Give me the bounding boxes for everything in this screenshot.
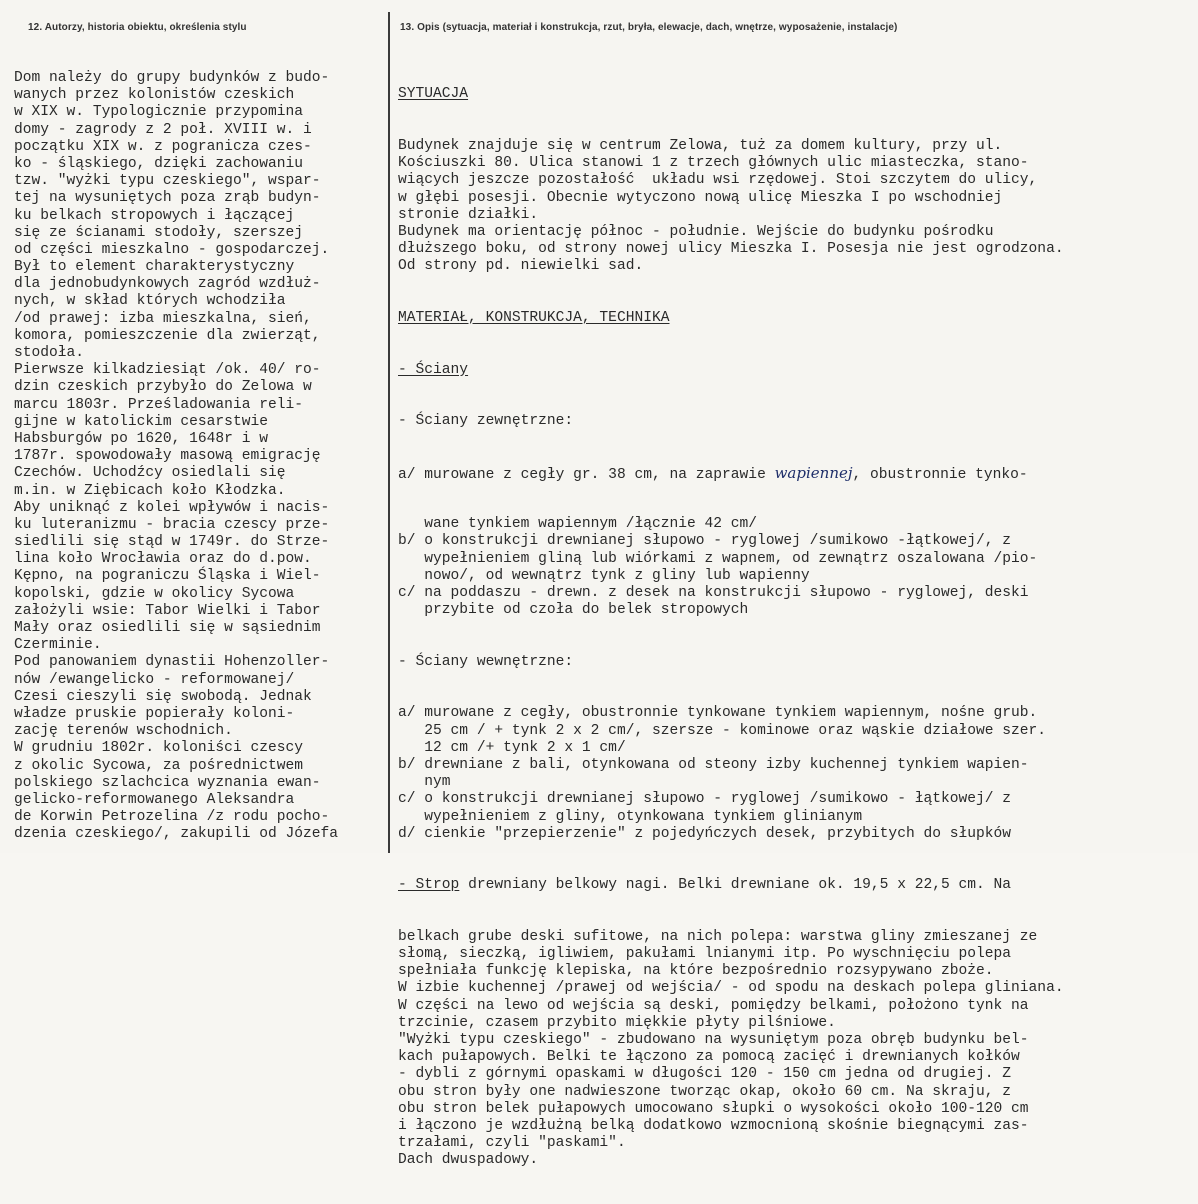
history-line: w XIX w. Typologicznie przypomina — [14, 104, 304, 121]
heading-ceiling: - Strop — [398, 877, 460, 894]
ceiling-line: obu stron były one nadwieszone tworząc okap, około 60 cm. Na skraju, z — [398, 1083, 1012, 1100]
inner-walls-line: c/ o konstrukcji drewnianej słupowo - ryglowej /sumikowo - łątkowej/ z — [398, 791, 1012, 808]
history-line: domy - zagrody z 2 poł. XVIII w. i — [14, 121, 312, 138]
history-line: dzenia czeskiego/, zakupili od Józefa — [14, 826, 339, 843]
inner-walls-line: wypełnieniem z gliny, otynkowana tynkiem glinianym — [398, 808, 863, 825]
ceiling-line: obu stron belek pułapowych umocowano słupki o wysokości około 100-120 cm — [398, 1100, 1029, 1117]
history-line: Pod panowaniem dynastii Hohenzoller- — [14, 654, 330, 671]
history-line: de Korwin Petrozelina /z rodu pocho- — [14, 809, 330, 826]
history-line: marcu 1803r. Prześladowania reli- — [14, 396, 304, 413]
column-divider — [388, 12, 390, 853]
history-line: ku luteranizmu - bracia czescy prze- — [14, 516, 330, 533]
ceiling-line: i łączono je wzdłużną belką dodatkowo wzmocnioną skośnie biegnącymi zas- — [398, 1117, 1029, 1134]
situation-line: stronie działki. — [398, 206, 539, 223]
history-line: komora, pomieszczenie dla zwierząt, — [14, 327, 321, 344]
history-line: gelicko-reformowanego Aleksandra — [14, 791, 295, 808]
ceiling-line: Dach dwuspadowy. — [398, 1152, 539, 1169]
history-line: dla jednobudynkowych zagród wzdłuż- — [14, 276, 321, 293]
inner-walls-line: 12 cm /+ tynk 2 x 1 cm/ — [398, 739, 626, 756]
situation-line: Kościuszki 80. Ulica stanowi 1 z trzech głównych ulic miasteczka, stano- — [398, 155, 1029, 172]
outer-walls-line: nowo/, od wewnątrz tynk z gliny lub wapienny — [398, 567, 810, 584]
inner-walls-line: d/ cienkie "przepierzenie" z pojedyńczych desek, przybitych do słupków — [398, 825, 1012, 842]
history-line: Habsburgów po 1620, 1648r i w — [14, 430, 268, 447]
handwritten-correction: wapiennej — [774, 463, 853, 482]
situation-line: Od strony pd. niewielki sad. — [398, 258, 644, 275]
heading-walls: - Ściany — [398, 361, 469, 378]
history-line: Czechów. Uchodźcy osiedlali się — [14, 465, 286, 482]
history-line: Pierwsze kilkadziesiąt /ok. 40/ ro- — [14, 362, 321, 379]
history-line: z okolic Sycowa, za pośrednictwem — [14, 757, 304, 774]
description-column — [398, 52, 1188, 1204]
history-line: Czerminie. — [14, 637, 102, 654]
history-line: Aby uniknąć z kolei wpływów i nacis- — [14, 499, 330, 516]
situation-line: Budynek ma orientację północ - południe. Wejście do budynku pośrodku — [398, 223, 994, 240]
outer-walls-line: przybite od czoła do belek stropowych — [398, 602, 749, 619]
history-line: tej na wysuniętych poza zrąb budyn- — [14, 190, 321, 207]
outer-walls-line: wypełnieniem gliną lub wiórkami z wapnem, od zewnątrz oszalowana /pio- — [398, 550, 1038, 567]
outer-walls-line: c/ na poddaszu - drewn. z desek na konstrukcji słupowo - ryglowej, deski — [398, 585, 1029, 602]
inner-walls-line: b/ drewniane z bali, otynkowana od steony izby kuchennej tynkiem wapien- — [398, 756, 1029, 773]
ceiling-line: kach pułapowych. Belki te łączono za pomocą zacięć i drewnianych kołków — [398, 1049, 1020, 1066]
outer-walls-label: - Ściany zewnętrzne: — [398, 413, 574, 430]
situation-line: wiących jeszcze pozostałość układu wsi rzędowej. Stoi szczytem do ulicy, — [398, 172, 1038, 189]
history-line: Dom należy do grupy budynków z budo- — [14, 70, 330, 86]
outer-walls-line: wane tynkiem wapiennym /łącznie 42 cm/ — [398, 516, 758, 533]
ceiling-line: belkach grube deski sufitowe, na nich polepa: warstwa gliny zmieszanej ze — [398, 928, 1038, 945]
history-line: nów /ewangelicko - reformowanej/ — [14, 671, 295, 688]
inner-walls-line: a/ murowane z cegły, obustronnie tynkowane tynkiem wapiennym, nośne grub. — [398, 705, 1038, 722]
history-line: kopolski, gdzie w okolicy Sycowa — [14, 585, 295, 602]
history-line: ku belkach stropowych i łączącej — [14, 207, 295, 224]
history-line: stodoła. — [14, 345, 85, 361]
history-line: Mały oraz osiedlili się w sąsiednim — [14, 620, 321, 636]
history-line: gijne w katolickim cesarstwie — [14, 413, 268, 430]
ceiling-line: W części na lewo od wejścia są deski, pomiędzy belkami, położono tynk na — [398, 997, 1029, 1014]
ceiling-first-line: - Strop drewniany belkowy nagi. Belki drewniane ok. 19,5 x 22,5 cm. Na — [398, 877, 1012, 894]
outer-walls-text — [398, 516, 1188, 619]
inner-walls-line: 25 cm / + tynk 2 x 2 cm/, szersze - kominowe oraz wąskie działowe szer. — [398, 722, 1047, 739]
ceiling-line: trzałami, czyli "paskami". — [398, 1135, 626, 1152]
situation-text — [398, 138, 1188, 276]
history-line: dzin czeskich przybyło do Zelowa w — [14, 379, 312, 396]
history-line: ko - śląskiego, dzięki zachowaniu — [14, 155, 304, 172]
situation-line: Budynek znajduje się w centrum Zelowa, tuż za domem kultury, przy ul. — [398, 138, 1003, 154]
ceiling-line: słomą, sieczką, igliwiem, pakułami lnianymi itp. Po wyschnięciu polepa — [398, 946, 1012, 963]
history-line: Czesi cieszyli się swobodą. Jednak — [14, 688, 312, 705]
outer-walls-a: a/ murowane z cegły gr. 38 cm, na zaprawie wapiennej, obustronnie tynko- — [398, 463, 1028, 483]
ceiling-text — [398, 929, 1188, 1170]
history-line: tzw. "wyżki typu czeskiego", wspar- — [14, 173, 321, 190]
situation-line: dłuższego boku, od strony nowej ulicy Mieszka I. Posesja nie jest ogrodzona. — [398, 241, 1064, 258]
history-line: władze pruskie popierały koloni- — [14, 705, 295, 722]
section-12-header: 12. Autorzy, historia obiektu, określenia stylu — [28, 22, 247, 33]
history-line: początku XIX w. z pogranicza czes- — [14, 138, 312, 155]
history-line: Był to element charakterystyczny — [14, 259, 295, 276]
heading-situation: SYTUACJA — [398, 86, 469, 103]
ceiling-line: W izbie kuchennej /prawej od wejścia/ - od spodu na deskach polepa gliniana. — [398, 980, 1064, 997]
history-line: polskiego szlachcica wyznania ewan- — [14, 774, 321, 791]
history-line: m.in. w Ziębicach koło Kłodzka. — [14, 482, 286, 499]
ceiling-line: trzcinie, czasem przybito miękkie płyty pilśniowe. — [398, 1014, 836, 1031]
outer-walls-line: b/ o konstrukcji drewnianej słupowo - ryglowej /sumikowo -łątkowej/, z — [398, 533, 1012, 550]
history-line: W grudniu 1802r. koloniści czescy — [14, 740, 304, 757]
heading-material: MATERIAŁ, KONSTRUKCJA, TECHNIKA — [398, 309, 670, 326]
inner-walls-label: - Ściany wewnętrzne: — [398, 653, 574, 670]
history-line: siedlili się stąd w 1749r. do Strze- — [14, 534, 330, 551]
history-line: 1787r. spowodowały masową emigrację — [14, 448, 321, 465]
ceiling-line: - dybli z górnymi opaskami w długości 120 - 150 cm jedna od drugiej. Z — [398, 1066, 1012, 1083]
history-line: lina koło Wrocławia oraz do d.pow. — [14, 551, 312, 568]
inner-walls-line: nym — [398, 774, 451, 791]
history-line: /od prawej: izba mieszkalna, sień, — [14, 310, 312, 327]
ceiling-line: "Wyżki typu czeskiego" - zbudowano na wysuniętym poza obręb budynku bel- — [398, 1032, 1029, 1049]
inner-walls-text — [398, 705, 1188, 843]
history-line: nych, w skład których wchodziła — [14, 293, 286, 310]
section-13-header: 13. Opis (sytuacja, materiał i konstrukcja, rzut, bryła, elewacje, dach, wnętrze, wyposażenie, instalacje) — [400, 22, 898, 33]
history-line: Kępno, na pograniczu Śląska i Wiel- — [14, 568, 321, 585]
history-line: wanych przez kolonistów czeskich — [14, 87, 295, 104]
history-column — [14, 70, 386, 843]
history-line: się ze ścianami stodoły, szerszej — [14, 224, 304, 241]
history-line: od części mieszkalno - gospodarczej. — [14, 241, 330, 258]
history-line: założyli wsie: Tabor Wielki i Tabor — [14, 602, 321, 619]
situation-line: w głębi posesji. Obecnie wytyczono nową ulicę Mieszka I po wschodniej — [398, 189, 1003, 206]
ceiling-line: spełniała funkcję klepiska, na które bezpośrednio rozsypywano zboże. — [398, 963, 994, 980]
history-line: zację terenów wschodnich. — [14, 723, 233, 740]
